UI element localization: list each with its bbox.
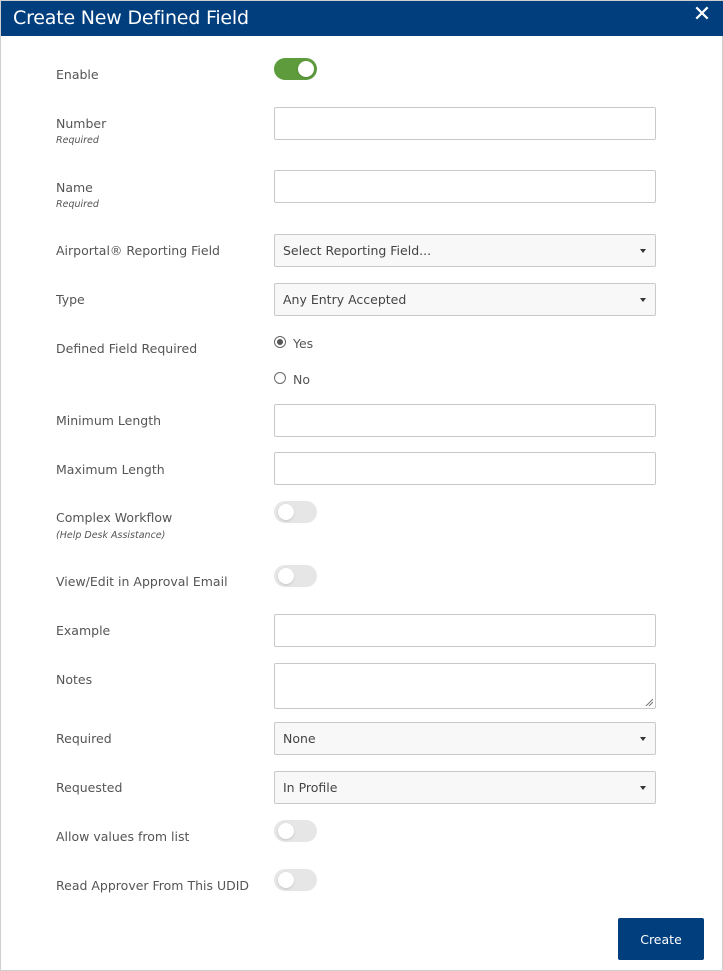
enable-toggle[interactable] xyxy=(274,58,317,80)
dialog-title: Create New Defined Field xyxy=(13,7,249,29)
create-button[interactable]: Create xyxy=(618,918,704,960)
requested-label: Requested xyxy=(56,780,123,795)
view-edit-approval-toggle[interactable] xyxy=(274,565,317,587)
reporting-field-select[interactable] xyxy=(274,234,656,267)
notes-textarea[interactable] xyxy=(274,663,656,709)
type-label: Type xyxy=(56,292,85,307)
toggle-knob xyxy=(278,568,294,584)
radio-yes-label: Yes xyxy=(293,336,314,351)
number-label: Number xyxy=(56,116,107,131)
requested-select[interactable] xyxy=(274,771,656,804)
notes-label: Notes xyxy=(56,672,93,687)
allow-values-toggle[interactable] xyxy=(274,820,317,842)
read-approver-toggle[interactable] xyxy=(274,869,317,891)
requested-value: In Profile xyxy=(283,780,338,795)
allow-values-label: Allow values from list xyxy=(56,829,190,844)
toggle-knob xyxy=(278,504,294,520)
read-approver-label: Read Approver From This UDID xyxy=(56,878,250,893)
required-value: None xyxy=(283,731,316,746)
toggle-knob xyxy=(278,872,294,888)
caret-down-icon xyxy=(640,249,646,253)
reporting-field-label: Airportal® Reporting Field xyxy=(56,243,220,258)
name-label: Name xyxy=(56,180,93,195)
required-label: Required xyxy=(56,731,112,746)
example-field[interactable] xyxy=(274,614,656,647)
complex-workflow-label: Complex Workflow xyxy=(56,510,173,525)
resize-grip-icon[interactable] xyxy=(645,698,653,706)
radio-no-label: No xyxy=(293,372,310,387)
view-edit-approval-label: View/Edit in Approval Email xyxy=(56,574,228,589)
minimum-length-label: Minimum Length xyxy=(56,413,162,428)
maximum-length-field[interactable] xyxy=(274,452,656,485)
close-icon[interactable]: ✕ xyxy=(692,1,712,26)
maximum-length-label: Maximum Length xyxy=(56,462,165,477)
required-select[interactable] xyxy=(274,722,656,755)
radio-no[interactable] xyxy=(274,372,286,384)
caret-down-icon xyxy=(640,737,646,741)
name-required-note: Required xyxy=(56,199,99,210)
dialog-header xyxy=(1,1,723,36)
reporting-field-value: Select Reporting Field... xyxy=(283,243,432,258)
toggle-knob xyxy=(278,823,294,839)
caret-down-icon xyxy=(640,786,646,790)
radio-yes[interactable] xyxy=(274,336,286,348)
number-field[interactable] xyxy=(274,107,656,140)
complex-workflow-toggle[interactable] xyxy=(274,501,317,523)
name-field[interactable] xyxy=(274,170,656,203)
minimum-length-field[interactable] xyxy=(274,404,656,437)
defined-field-required-label: Defined Field Required xyxy=(56,341,198,356)
example-label: Example xyxy=(56,623,111,638)
caret-down-icon xyxy=(640,298,646,302)
enable-label: Enable xyxy=(56,67,99,82)
complex-workflow-note: (Help Desk Assistance) xyxy=(56,530,166,541)
type-select[interactable] xyxy=(274,283,656,316)
number-required-note: Required xyxy=(56,135,99,146)
type-value: Any Entry Accepted xyxy=(283,292,407,307)
toggle-knob xyxy=(298,61,314,77)
